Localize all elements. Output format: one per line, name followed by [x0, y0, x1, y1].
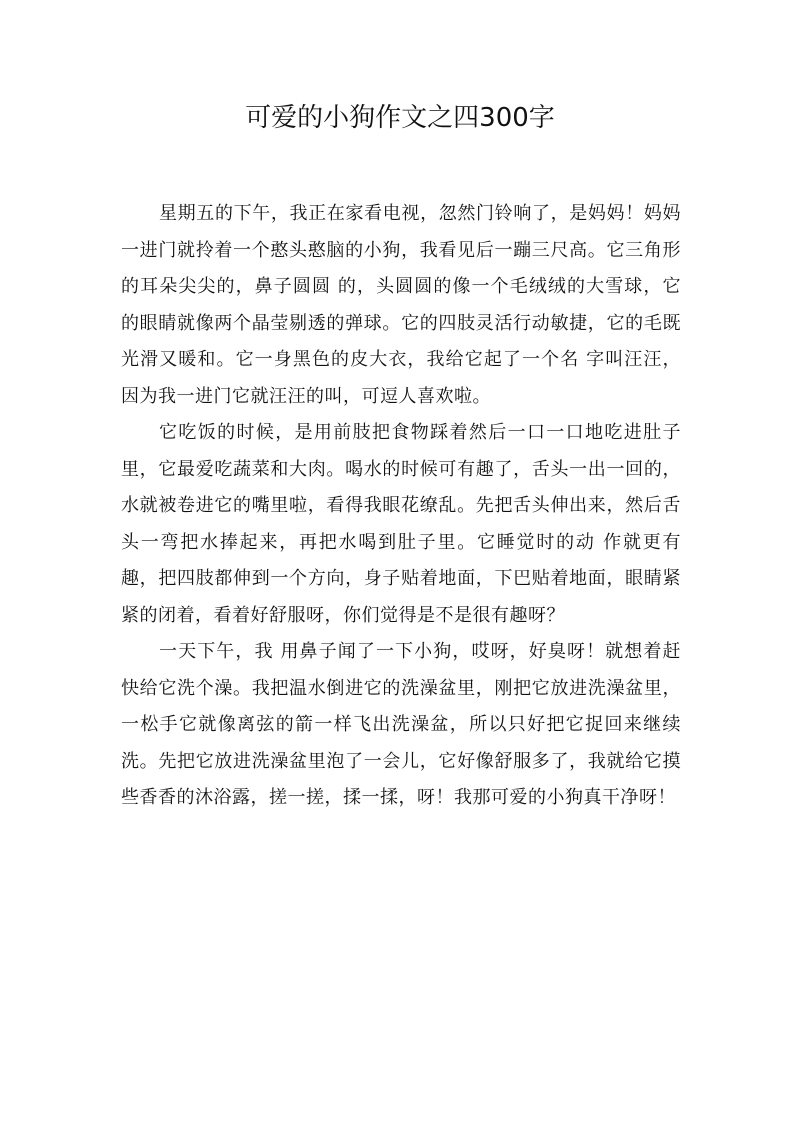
paragraph-1: 星期五的下午，我正在家看电视，忽然门铃响了，是妈妈！妈妈一进门就拎着一个憨头憨脑的小狗，我看见后一蹦三尺高。它三角形的耳朵尖尖的，鼻子圆圆 的，头圆圆的像一个毛绒绒的大雪球，它的眼睛就像两个晶莹剔透的弹球。它的四肢灵活行动敏捷，它的毛既光滑又暖和。它一身黑色的皮大衣，我给它起了一个名 字叫汪汪，因为我一进门它就汪汪的叫，可逗人喜欢啦。	[121, 203, 681, 407]
paragraph-2: 它吃饭的时候，是用前肢把食物踩着然后一口一口地吃进肚子里，它最爱吃蔬菜和大肉。喝水的时候可有趣了，舌头一出一回的，水就被卷进它的嘴里啦，看得我眼花缭乱。先把舌头伸出来，然后舌头一弯把水捧起来，再把水喝到肚子里。它睡觉时的动 作就更有趣，把四肢都伸到一个方向，身子贴着地面，下巴贴着地面，眼睛紧紧的闭着，看着好舒服呀，你们觉得是不是很有趣呀？	[121, 422, 681, 626]
paragraph-3: 一天下午，我 用鼻子闻了一下小狗，哎呀，好臭呀！就想着赶快给它洗个澡。我把温水倒进它的洗澡盆里，刚把它放进洗澡盆里，一松手它就像离弦的箭一样飞出洗澡盆，所以只好把它捉回来继续洗。先把它放进洗澡盆里泡了一会儿，它好像舒服多了，我就给它摸些香香的沐浴露，搓一搓，揉一揉，呀！我那可爱的小狗真干净呀！	[121, 641, 681, 808]
page-title: 可爱的小狗作文之四300字	[245, 103, 555, 133]
essay-body	[121, 196, 681, 817]
